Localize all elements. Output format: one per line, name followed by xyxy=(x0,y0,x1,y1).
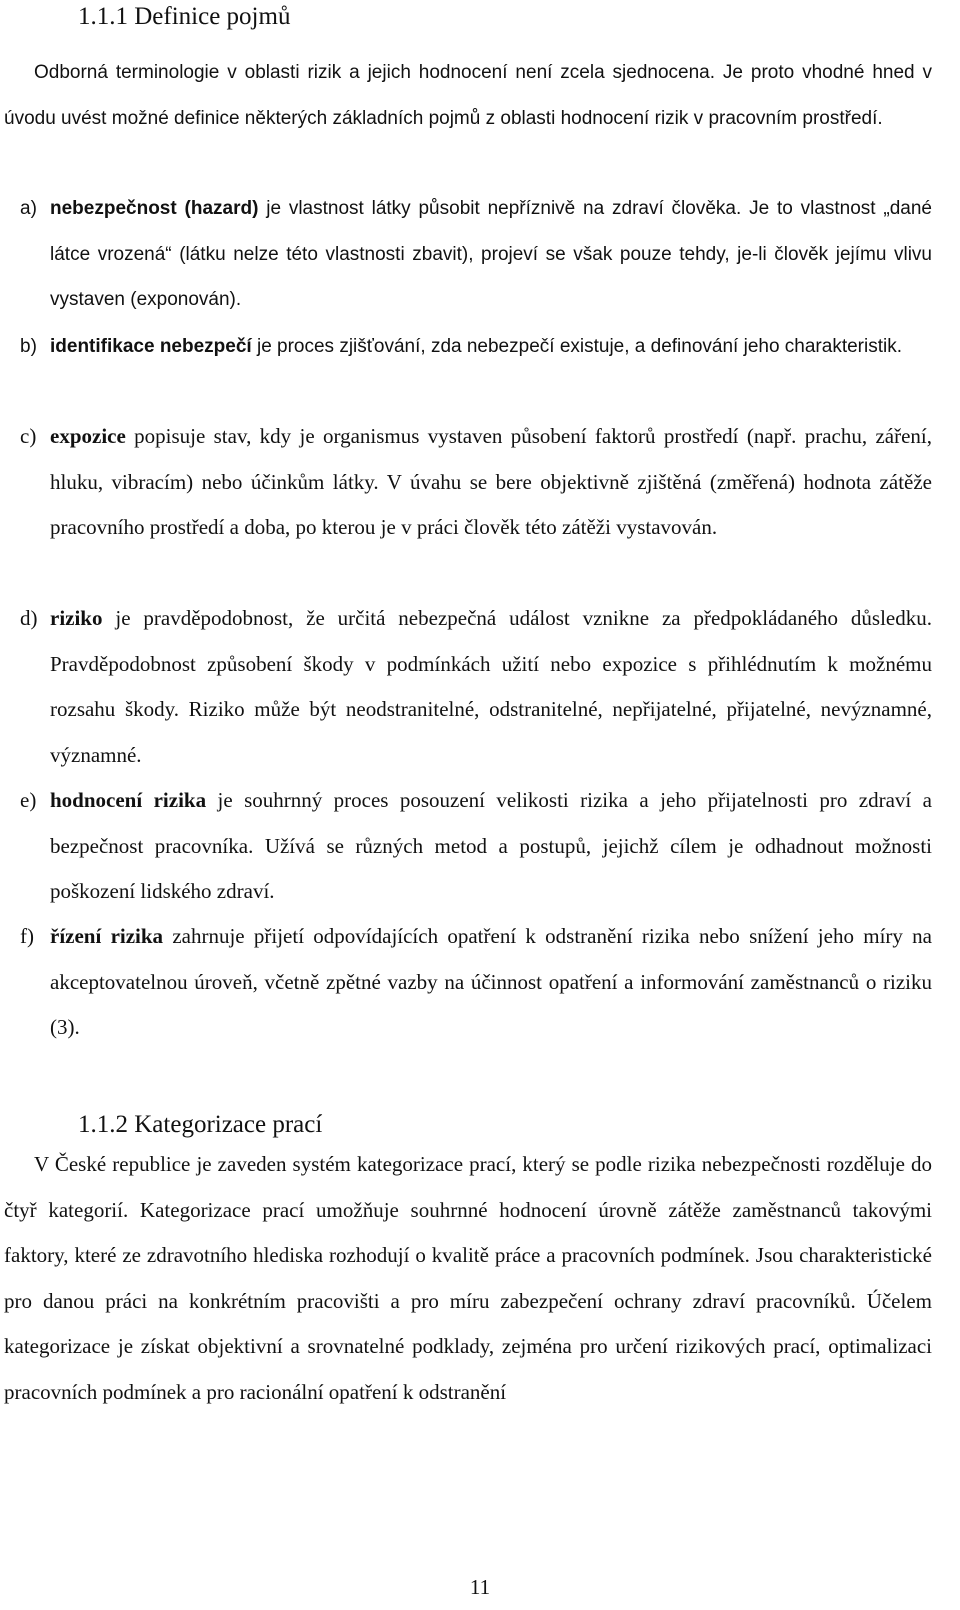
definition-term: nebezpečnost (hazard) xyxy=(50,198,259,219)
definition-text: je vlastnost látky působit nepříznivě na zdraví člověka. Je to vlastnost „dané látce vrozená“ (látku nelze této vlastnosti zbavit), projeví se však pouze tehdy, je-li člověk jejímu vlivu vystaven (exponován). xyxy=(50,198,932,310)
definition-term: řízení rizika xyxy=(50,924,164,948)
definition-item-c xyxy=(20,414,932,551)
definition-text: popisuje stav, kdy je organismus vystaven působení faktorů prostředí (např. prachu, záření, hluku, vibracím) nebo účinkům látky. V úvahu se bere objektivně zjištěná (změřená) hodnota zátěže pracovního prostředí a doba, po kterou je v práci člověk této zátěži vystavován. xyxy=(50,424,932,539)
definition-item-a xyxy=(20,186,932,323)
definition-body xyxy=(50,186,932,323)
definition-marker: e) xyxy=(20,788,37,812)
definition-marker: f) xyxy=(20,924,34,948)
definition-term: expozice xyxy=(50,424,126,448)
definition-marker: b) xyxy=(20,336,37,357)
kategorizace-paragraph: V České republice je zaveden systém kategorizace prací, který se podle rizika nebezpečnosti rozděluje do čtyř kategorií. Kategorizace prací umožňuje souhrnné hodnocení úrovně zátěže zaměstnanců takovými faktory, které ze zdravotního hlediska rozhodují o kvalitě práce a pracovních podmínek. Jsou charakteristické pro danou práci na konkrétním pracovišti a pro míru zabezpečení ochrany zdraví pracovníků. Účelem kategorizace je získat objektivní a srovnatelné podklady, zejména pro určení rizikových prací, optimalizaci pracovních podmínek a pro racionální opatření k odstranění xyxy=(4,1152,932,1404)
definition-item-f xyxy=(20,914,932,1051)
definition-text: zahrnuje přijetí odpovídajících opatření k odstranění rizika nebo snížení jeho míry na akceptovatelnou úroveň, včetně zpětné vazby na účinnost opatření a informování zaměstnanců o riziku (3). xyxy=(50,924,932,1039)
page-number: 11 xyxy=(469,1575,491,1599)
definition-term: identifikace nebezpečí xyxy=(50,336,252,357)
definition-item-d xyxy=(20,596,932,778)
definition-text: je souhrnný proces posouzení velikosti rizika a jeho přijatelnosti pro zdraví a bezpečnost pracovníka. Užívá se různých metod a postupů, jejichž cílem je odhadnout možnosti poškození lidského zdraví. xyxy=(50,788,932,903)
definition-body xyxy=(50,778,932,915)
intro-paragraph: Odborná terminologie v oblasti rizik a jejich hodnocení není zcela sjednocena. Je proto vhodné hned v úvodu uvést možné definice některých základních pojmů z oblasti hodnocení rizik v pracovním prostředí. xyxy=(4,62,932,129)
definition-body xyxy=(50,414,932,551)
definition-text: je proces zjišťování, zda nebezpečí existuje, a definování jeho charakteristik. xyxy=(251,336,903,357)
section-heading-definice: 1.1.1 Definice pojmů xyxy=(78,3,291,30)
section-heading-kategorizace: 1.1.2 Kategorizace prací xyxy=(78,1111,323,1138)
definition-body xyxy=(50,596,932,778)
definition-marker: c) xyxy=(20,424,37,448)
definition-marker: a) xyxy=(20,198,37,219)
definition-text: je pravděpodobnost, že určitá nebezpečná událost vznikne za předpokládaného důsledku. Pravděpodobnost způsobení škody v podmínkách užití nebo expozice s přihlédnutím k možnému rozsahu škody. Riziko může být neodstranitelné, odstranitelné, nepřijatelné, přijatelné, nevýznamné, významné. xyxy=(50,606,932,767)
definition-body xyxy=(50,914,932,1051)
definition-term: riziko xyxy=(50,606,103,630)
definition-item-b xyxy=(20,324,932,370)
definition-term: hodnocení rizika xyxy=(50,788,207,812)
definition-item-e xyxy=(20,778,932,915)
definition-body xyxy=(50,324,932,370)
definition-marker: d) xyxy=(20,606,38,630)
